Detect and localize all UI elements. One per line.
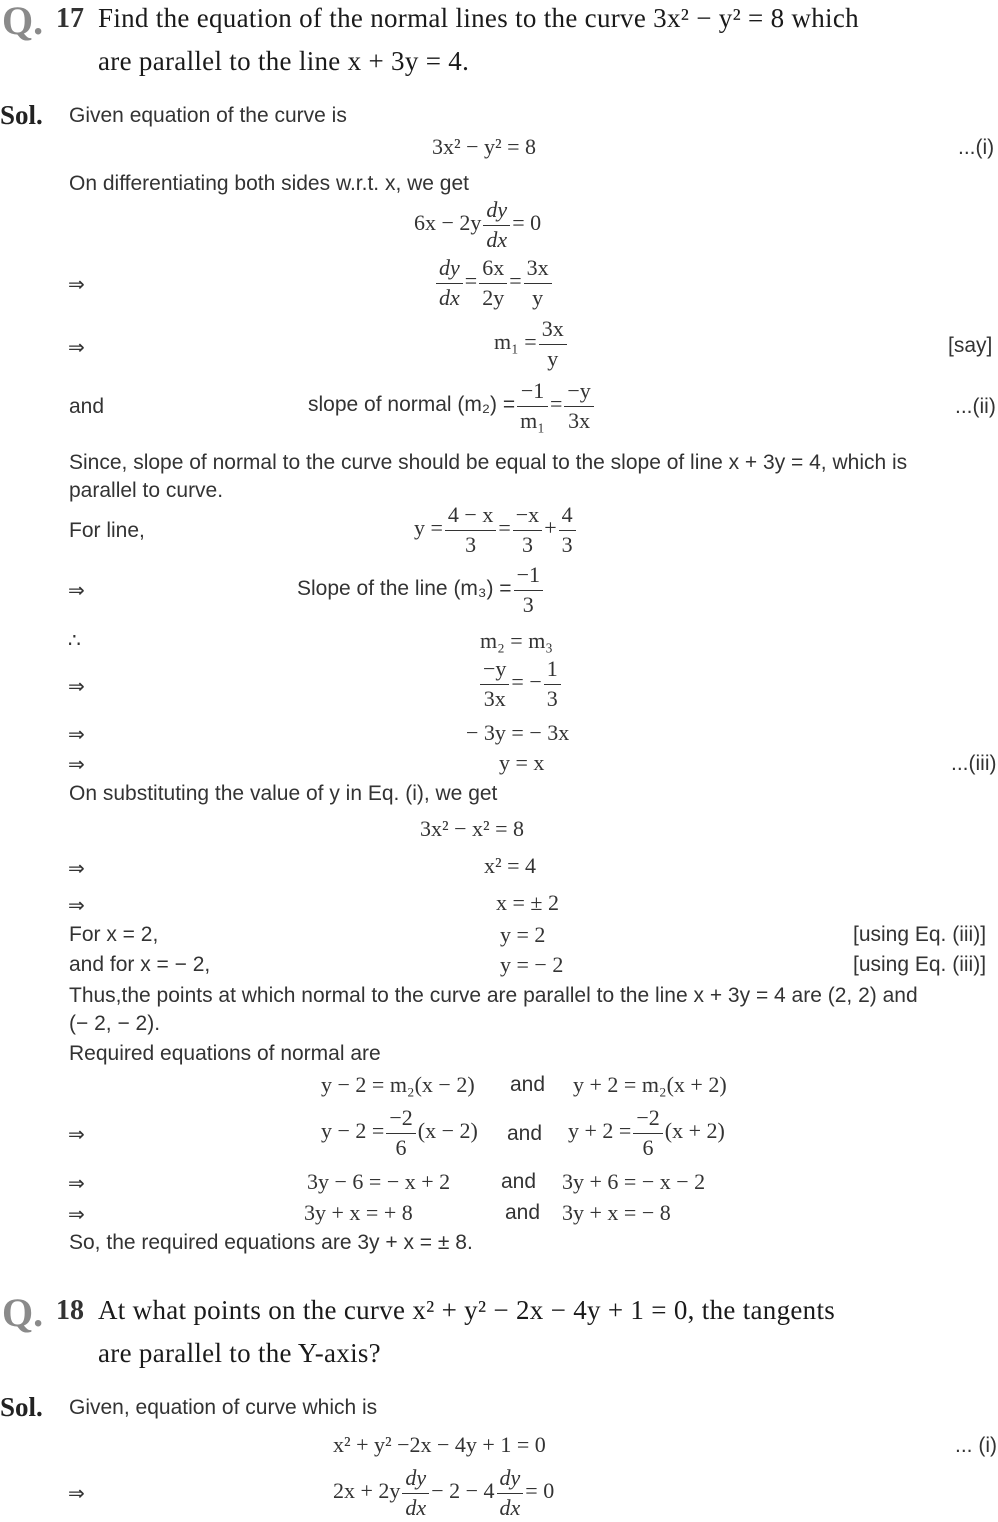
implies-symbol: ⇒ bbox=[68, 272, 85, 296]
equation-part: 2x + 2y bbox=[333, 1478, 401, 1504]
frac-denominator: m₁ bbox=[520, 407, 545, 433]
frac-denominator: 2y bbox=[482, 284, 505, 310]
equation: 3x² − x² = 8 bbox=[420, 816, 525, 841]
equation: y = 2 bbox=[500, 922, 546, 947]
frac-denominator: 3 bbox=[561, 531, 573, 557]
frac-denominator: 3 bbox=[521, 531, 533, 557]
question-text-line: Find the equation of the normal lines to the curve 3x² − y² = 8 which bbox=[98, 3, 859, 33]
frac-numerator: 4 bbox=[559, 501, 576, 531]
frac-numerator: −y bbox=[564, 377, 593, 407]
therefore-symbol: ∴ bbox=[68, 628, 81, 652]
frac-numerator: dy bbox=[483, 196, 510, 226]
equation-part: y = bbox=[414, 515, 443, 541]
frac-denominator: 3x bbox=[483, 685, 506, 711]
equation-tag: ...(ii) bbox=[955, 395, 996, 418]
solution-text: Since, slope of normal to the curve should be equal to the slope of line x + 3y = 4, which is bbox=[69, 451, 908, 474]
implies-symbol: ⇒ bbox=[68, 1202, 85, 1226]
frac-numerator: −2 bbox=[633, 1104, 662, 1134]
frac-denominator: 3 bbox=[465, 531, 477, 557]
question-number: 17 bbox=[56, 3, 84, 34]
equation: y = − 2 bbox=[500, 952, 564, 977]
equation-line-slope bbox=[297, 561, 545, 619]
solution-text: For x = 2, bbox=[69, 923, 159, 946]
frac-denominator: dx bbox=[405, 1494, 427, 1520]
solution-label: Sol. bbox=[0, 1392, 43, 1422]
solution-text: Thus,the points at which normal to the curve are parallel to the line x + 3y = 4 are (2, 2) and bbox=[69, 984, 918, 1007]
question-marker: Q. bbox=[2, 0, 44, 43]
equation-part: (x + 2) bbox=[664, 1118, 725, 1144]
frac-numerator: 3x bbox=[539, 315, 567, 345]
implies-symbol: ⇒ bbox=[68, 578, 85, 602]
equation: y = x bbox=[499, 750, 545, 775]
frac-numerator: 1 bbox=[544, 655, 561, 685]
equation-normal-slope: slope of normal (m₂) = $\frac{-1}{\text{m₁}}$ = $\frac{-y}{3x}$ bbox=[308, 377, 596, 435]
equation-normal-a bbox=[321, 1104, 478, 1162]
equation-m1 bbox=[494, 315, 569, 373]
equation: x = ± 2 bbox=[496, 890, 559, 915]
question-text-line: are parallel to the line x + 3y = 4. bbox=[98, 46, 470, 76]
implies-symbol: ⇒ bbox=[68, 335, 85, 359]
solution-text: and bbox=[510, 1073, 546, 1096]
equation-part: − 2 − 4 bbox=[431, 1478, 495, 1504]
equation: 3y + x = + 8 bbox=[304, 1200, 413, 1225]
question-number: 18 bbox=[56, 1295, 84, 1326]
question-text-line: At what points on the curve x² + y² − 2x − 4y + 1 = 0, the tangents bbox=[98, 1295, 836, 1325]
equation: 3x² − y² = 8 bbox=[432, 134, 537, 159]
equation: 3y + 6 = − x − 2 bbox=[562, 1169, 706, 1194]
equation-note: [using Eq. (iii)] bbox=[853, 923, 987, 946]
frac-numerator: dy bbox=[436, 254, 463, 284]
frac-denominator: 3x bbox=[568, 407, 591, 433]
equation-part: = 0 bbox=[512, 210, 542, 236]
implies-symbol: ⇒ bbox=[68, 1481, 85, 1505]
equation-tag: ...(iii) bbox=[951, 752, 997, 775]
frac-numerator: 3x bbox=[524, 254, 552, 284]
equation-normal-b bbox=[568, 1104, 725, 1162]
frac-denominator: dx bbox=[439, 284, 460, 310]
equation-slope: $\frac{dy}{dx}$ = $\frac{6x}{2y}$ = $\frac{3x}{y}$ bbox=[434, 254, 554, 312]
solution-text: Given, equation of curve which is bbox=[69, 1396, 378, 1419]
equation: y + 2 = m₂(x + 2) bbox=[573, 1072, 727, 1097]
solution-text: and bbox=[505, 1201, 541, 1224]
equation-part: Slope of the line (m₃) = bbox=[297, 577, 512, 601]
solution-text: On differentiating both sides w.r.t. x, we get bbox=[69, 172, 470, 195]
solution-label: Sol. bbox=[0, 100, 43, 130]
equation-ratio: $\frac{-y}{3x}$ = − $\frac{1}{3}$ bbox=[478, 655, 563, 713]
implies-symbol: ⇒ bbox=[68, 893, 85, 917]
equation-part: slope of normal (m₂) = bbox=[308, 393, 516, 417]
solution-text: and bbox=[501, 1170, 537, 1193]
equation-derivative bbox=[414, 196, 541, 254]
equation: m₂ = m₃ bbox=[480, 628, 553, 653]
implies-symbol: ⇒ bbox=[68, 1171, 85, 1195]
frac-numerator: −2 bbox=[386, 1104, 415, 1134]
solution-text: Required equations of normal are bbox=[69, 1042, 381, 1065]
frac-numerator: −1 bbox=[517, 377, 548, 407]
frac-denominator: y bbox=[547, 345, 559, 371]
equation: x² + y² −2x − 4y + 1 = 0 bbox=[333, 1432, 546, 1457]
frac-numerator: −y bbox=[480, 655, 509, 685]
solution-text: and for x = − 2, bbox=[69, 953, 211, 976]
question-marker: Q. bbox=[2, 1290, 44, 1335]
implies-symbol: ⇒ bbox=[68, 1122, 85, 1146]
equation-part: (x − 2) bbox=[417, 1118, 478, 1144]
solution-text: For line, bbox=[69, 519, 145, 542]
implies-symbol: ⇒ bbox=[68, 674, 85, 698]
equation: x² = 4 bbox=[484, 853, 537, 878]
equation: 3y − 6 = − x + 2 bbox=[307, 1169, 451, 1194]
solution-text: parallel to curve. bbox=[69, 479, 224, 502]
frac-numerator: dy bbox=[497, 1464, 524, 1494]
frac-denominator: dx bbox=[486, 226, 508, 252]
frac-denominator: dx bbox=[499, 1494, 521, 1520]
equation-part: m₁ = bbox=[494, 329, 537, 355]
equation-part: 6x − 2y bbox=[414, 210, 482, 236]
equation-part: y + 2 = bbox=[568, 1118, 632, 1144]
frac-numerator: −1 bbox=[514, 561, 543, 591]
equation-tag: ... (i) bbox=[955, 1434, 997, 1457]
frac-denominator: 6 bbox=[642, 1134, 654, 1160]
frac-numerator: dy bbox=[402, 1464, 429, 1494]
frac-denominator: 6 bbox=[395, 1134, 407, 1160]
equation-tag: ...(i) bbox=[958, 136, 995, 159]
equation-note: [using Eq. (iii)] bbox=[853, 953, 987, 976]
solution-text: and bbox=[507, 1122, 543, 1145]
frac-numerator: −x bbox=[513, 501, 542, 531]
frac-denominator: 3 bbox=[546, 685, 558, 711]
equation-note: [say] bbox=[948, 334, 993, 357]
frac-denominator: 3 bbox=[522, 591, 534, 617]
equation-derivative bbox=[333, 1464, 554, 1522]
frac-denominator: y bbox=[532, 284, 544, 310]
equation-line: y = $\frac{4 - x}{3}$ = $\frac{-x}{3}$ + $\frac{4}{3}$ bbox=[414, 501, 578, 559]
frac-numerator: 4 − x bbox=[445, 501, 496, 531]
frac-numerator: 6x bbox=[479, 254, 507, 284]
solution-text: On substituting the value of y in Eq. (i), we get bbox=[69, 782, 498, 805]
equation: − 3y = − 3x bbox=[466, 720, 570, 745]
implies-symbol: ⇒ bbox=[68, 856, 85, 880]
equation-part: = 0 bbox=[525, 1478, 555, 1504]
implies-symbol: ⇒ bbox=[68, 752, 85, 776]
equation: y − 2 = m₂(x − 2) bbox=[321, 1072, 475, 1097]
question-text-line: are parallel to the Y-axis? bbox=[98, 1338, 381, 1368]
solution-text: and bbox=[69, 395, 105, 418]
solution-text: (− 2, − 2). bbox=[69, 1012, 161, 1035]
equation: 3y + x = − 8 bbox=[562, 1200, 671, 1225]
solution-text: So, the required equations are 3y + x = ± 8. bbox=[69, 1231, 473, 1254]
equation-part: y − 2 = bbox=[321, 1118, 385, 1144]
solution-text: Given equation of the curve is bbox=[69, 104, 347, 127]
implies-symbol: ⇒ bbox=[68, 722, 85, 746]
